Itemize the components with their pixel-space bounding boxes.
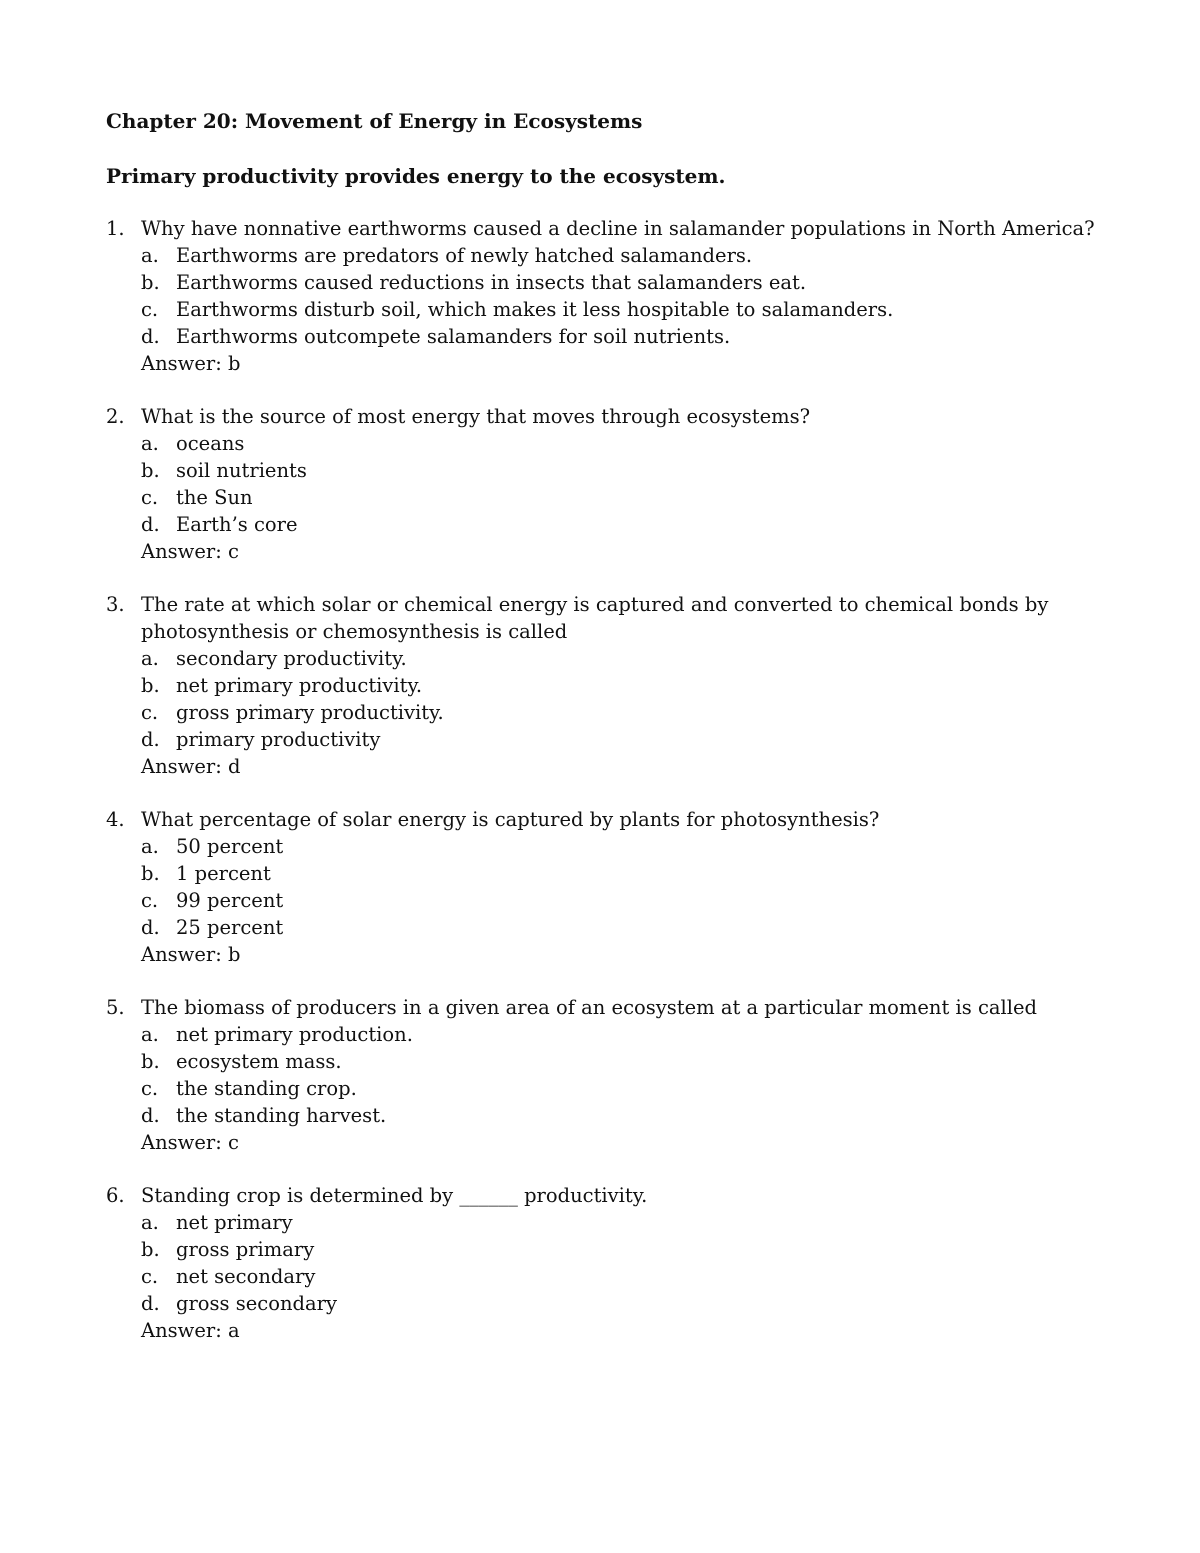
option-letter: a. (141, 1023, 159, 1046)
option-d (141, 914, 1106, 941)
option-text: the Sun (176, 486, 253, 509)
option-d (141, 1290, 1106, 1317)
option-letter: a. (141, 835, 159, 858)
option-a (141, 645, 1106, 672)
option-list (141, 242, 1106, 350)
option-list (141, 833, 1106, 941)
option-letter: b. (141, 1238, 160, 1261)
answer-line: Answer: c (141, 540, 239, 563)
option-letter: b. (141, 1050, 160, 1073)
option-text: primary productivity (176, 728, 381, 751)
option-text: Earthworms outcompete salamanders for soil nutrients. (176, 325, 731, 348)
option-d (141, 511, 1106, 538)
option-b (141, 1048, 1106, 1075)
question-number: 4. (106, 808, 125, 831)
question-2 (106, 403, 1106, 565)
option-letter: b. (141, 459, 160, 482)
option-text: secondary productivity. (176, 647, 407, 670)
answer-line: Answer: b (141, 352, 241, 375)
answer-line: Answer: d (141, 755, 241, 778)
option-letter: c. (141, 298, 159, 321)
option-letter: d. (141, 728, 160, 751)
answer-line: Answer: b (141, 943, 241, 966)
option-list (141, 1209, 1106, 1317)
option-letter: d. (141, 916, 160, 939)
option-letter: b. (141, 674, 160, 697)
option-letter: d. (141, 325, 160, 348)
option-text: the standing crop. (176, 1077, 357, 1100)
option-text: Earthworms caused reductions in insects that salamanders eat. (176, 271, 807, 294)
question-6 (106, 1182, 1106, 1344)
question-number: 5. (106, 996, 125, 1019)
option-letter: c. (141, 486, 159, 509)
option-letter: a. (141, 432, 159, 455)
question-text: What percentage of solar energy is captured by plants for photosynthesis? (141, 808, 880, 831)
question-number: 3. (106, 593, 125, 616)
option-b (141, 457, 1106, 484)
option-text: 1 percent (176, 862, 271, 885)
option-letter: a. (141, 244, 159, 267)
option-text: gross primary productivity. (176, 701, 444, 724)
option-a (141, 430, 1106, 457)
option-letter: c. (141, 1265, 159, 1288)
chapter-title: Chapter 20: Movement of Energy in Ecosystems (106, 109, 643, 133)
question-number: 6. (106, 1184, 125, 1207)
option-letter: b. (141, 271, 160, 294)
option-letter: d. (141, 1292, 160, 1315)
option-letter: a. (141, 647, 159, 670)
option-d (141, 726, 1106, 753)
option-c (141, 484, 1106, 511)
option-text: 25 percent (176, 916, 284, 939)
option-text: gross primary (176, 1238, 315, 1261)
option-c (141, 1075, 1106, 1102)
option-b (141, 672, 1106, 699)
option-text: 99 percent (176, 889, 284, 912)
option-a (141, 1209, 1106, 1236)
option-c (141, 699, 1106, 726)
option-a (141, 1021, 1106, 1048)
question-number: 1. (106, 217, 125, 240)
option-letter: b. (141, 862, 160, 885)
option-list (141, 430, 1106, 538)
option-c (141, 296, 1106, 323)
answer-line: Answer: a (141, 1319, 240, 1342)
question-1 (106, 215, 1106, 377)
question-4 (106, 806, 1106, 968)
option-text: Earthworms are predators of newly hatched salamanders. (176, 244, 753, 267)
option-text: oceans (176, 432, 245, 455)
option-text: the standing harvest. (176, 1104, 387, 1127)
option-text: 50 percent (176, 835, 284, 858)
question-text: What is the source of most energy that moves through ecosystems? (141, 405, 811, 428)
option-text: ecosystem mass. (176, 1050, 342, 1073)
option-text: net primary productivity. (176, 674, 423, 697)
option-letter: c. (141, 701, 159, 724)
option-text: Earthworms disturb soil, which makes it less hospitable to salamanders. (176, 298, 894, 321)
option-b (141, 269, 1106, 296)
question-text: The biomass of producers in a given area of an ecosystem at a particular moment is called (141, 996, 1038, 1019)
section-heading: Primary productivity provides energy to the ecosystem. (106, 164, 726, 188)
option-text: gross secondary (176, 1292, 337, 1315)
question-text: Why have nonnative earthworms caused a decline in salamander populations in North America? (141, 217, 1095, 240)
option-list (141, 1021, 1106, 1129)
question-number: 2. (106, 405, 125, 428)
document-page (106, 107, 1106, 1370)
option-letter: d. (141, 1104, 160, 1127)
option-text: soil nutrients (176, 459, 307, 482)
option-letter: c. (141, 889, 159, 912)
option-d (141, 1102, 1106, 1129)
option-a (141, 242, 1106, 269)
question-text: The rate at which solar or chemical energy is captured and converted to chemical bonds by photosynthesis or chemosynthesis is called (141, 593, 1049, 643)
option-letter: d. (141, 513, 160, 536)
question-5 (106, 994, 1106, 1156)
option-c (141, 887, 1106, 914)
option-a (141, 833, 1106, 860)
question-3 (106, 591, 1106, 780)
option-text: net primary production. (176, 1023, 413, 1046)
option-b (141, 1236, 1106, 1263)
question-text: Standing crop is determined by ______ productivity. (141, 1184, 648, 1207)
option-b (141, 860, 1106, 887)
option-letter: a. (141, 1211, 159, 1234)
option-letter: c. (141, 1077, 159, 1100)
option-text: net secondary (176, 1265, 316, 1288)
option-text: net primary (176, 1211, 293, 1234)
option-list (141, 645, 1106, 753)
answer-line: Answer: c (141, 1131, 239, 1154)
option-c (141, 1263, 1106, 1290)
option-text: Earth’s core (176, 513, 298, 536)
option-d (141, 323, 1106, 350)
